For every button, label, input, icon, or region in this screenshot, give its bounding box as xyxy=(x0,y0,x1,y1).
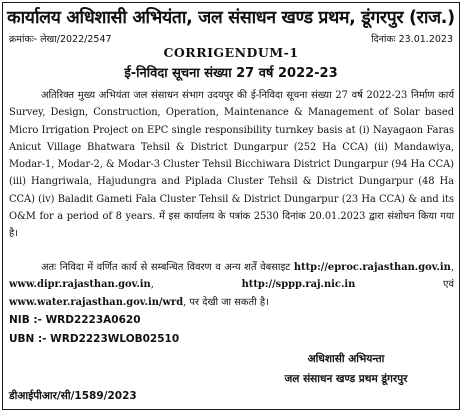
tender-codes xyxy=(9,311,179,349)
separator: एवं xyxy=(355,279,454,291)
nib-code: NIB :- WRD2223A0620 xyxy=(9,314,141,326)
dipr-number: डीआईपीआर/सी/1589/2023 xyxy=(9,390,137,402)
separator: , xyxy=(450,262,454,273)
reference-number: क्रमांकः- लेखा/2022/2547 xyxy=(9,34,112,45)
body-paragraph: अतिरिक्त मुख्य अभियंता जल संसाधन संभाग उदयपुर की ई-निविदा सूचना संख्या 27 वर्ष 2022-23 निर्माण कार्य Survey, Design, Construction, Operation, Maintenance & Management of Solar based Micro Irrigation Project on EPC single responsibility turnkey basis at (i) Nayagaon Faras Anicut Village Bhatwara Tehsil & District Dungarpur (252 Ha CCA) (ii) Mandawiya, Modar-1, Modar-2, & Modar-3 Cluster Tehsil Bicchiwara District Dungarpur (94 Ha CCA) (iii) Hangriwala, Hajudungra and Piplada Cluster Tehsil & District Dungarpur (48 Ha CCA) (iv) Baladit Gameti Fala Cluster Tehsil & District Dungarpur (23 Ha CCA) & and its O&M for a period of 8 years. में इस कार्यालय के पत्रांक 2530 दिनांक 20.01.2023 द्वारा संशोधन किया गया है। xyxy=(9,90,454,240)
websites-paragraph xyxy=(9,259,454,311)
websites-outro: , पर देखी जा सकती है। xyxy=(183,296,269,308)
tender-notice-title: ई-निविदा सूचना संख्या 27 वर्ष 2022-23 xyxy=(124,66,338,81)
signature-block xyxy=(241,349,451,389)
separator: , xyxy=(150,279,242,291)
office-header: कार्यालय अधिशासी अभियंता, जल संसाधन खण्ड प्रथम, डूंगरपुर (राज.) xyxy=(7,8,455,28)
website-eproc: http://eproc.rajasthan.gov.in xyxy=(293,262,451,273)
websites-intro: अतः निविदा में वर्णित कार्य से सम्बन्धित विवरण व अन्य शर्तें वेबसाइट xyxy=(41,262,294,273)
ubn-code: UBN :- WRD2223WLOB02510 xyxy=(9,333,180,345)
reference-line xyxy=(9,32,453,45)
signatory-office: जल संसाधन खण्ड प्रथम डूंगरपुर xyxy=(284,373,408,385)
website-sppp: http://sppp.raj.nic.in xyxy=(241,279,356,291)
reference-date: दिनांकः 23.01.2023 xyxy=(371,34,453,45)
website-dipr: www.dipr.rajasthan.gov.in xyxy=(9,279,151,291)
notice-box xyxy=(2,2,460,410)
website-water: www.water.rajasthan.gov.in/wrd xyxy=(9,296,184,308)
signatory-designation: अधिशासी अभियन्ता xyxy=(307,353,385,365)
corrigendum-title: CORRIGENDUM-1 xyxy=(163,45,299,60)
